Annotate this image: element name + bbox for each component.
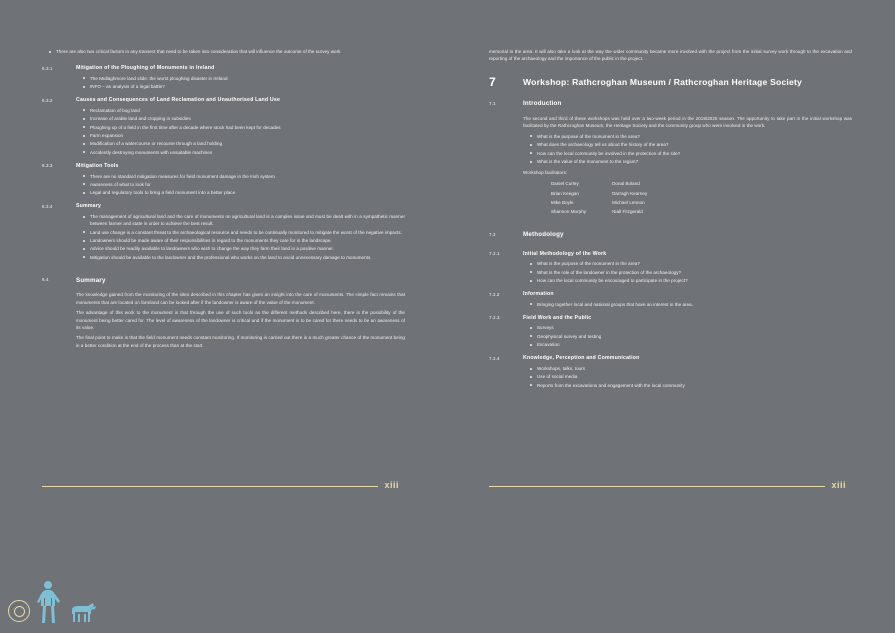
list-item: Surveys: [537, 324, 852, 331]
table-cell: Niall Fitzgerald: [612, 208, 643, 214]
section-6-3-4: [42, 202, 405, 264]
section-7-2-3: [489, 314, 852, 353]
section-number: 6.3.4: [42, 203, 53, 209]
table-cell: Darragh Kearney: [612, 190, 648, 196]
paragraph: The knowledge gained from the monitoring of the sites described in this chapter has given an insight into the care of monuments. The simple fact remains that monuments that are located on farmland can be looked after if the landowner is aware of the value of the monument.: [76, 292, 405, 305]
table-cell: Brian Keegan: [551, 190, 579, 196]
list-item: How can the local community be involved in the protection of the site?: [537, 150, 852, 157]
section-number: 7.2.4: [489, 355, 500, 361]
section-bullets: [523, 260, 852, 284]
right-page: [447, 0, 894, 570]
list-item: There are also two critical factors in any transect that need to be taken into consideration that will influence the outcome of the survey work.: [56, 48, 405, 55]
paragraph: The advantage of this work to the monument is that through the use of such tools as the different methods described here, there is the possibility of the monument being better cared for. The level of awareness of the landowner is critical and if the monument is to be cared for there needs to be an awareness of its value.: [76, 310, 405, 330]
section-bullets: [76, 107, 405, 156]
section-heading: Initial Methodology of the Work: [523, 250, 607, 257]
page-number: xiii: [378, 480, 405, 490]
publisher-logo: [8, 578, 128, 626]
section-bullets: [523, 365, 852, 389]
bottom-strip: [0, 570, 895, 633]
section-7-2-2: [489, 290, 852, 312]
section-bullets: [76, 75, 405, 91]
facilitators-table: [551, 180, 673, 217]
section-heading: Knowledge, Perception and Communication: [523, 355, 640, 362]
section-bullets: [523, 133, 852, 165]
dog-icon: [68, 602, 98, 624]
chapter-heading: [489, 76, 852, 88]
table-cell: Mike Boyle: [551, 199, 574, 205]
section-heading: Causes and Consequences of Land Reclamation and Unauthorised Land Use: [76, 97, 281, 104]
list-item: Farm expansion: [90, 132, 405, 139]
section-heading: Summary: [76, 276, 106, 284]
list-item: Awareness of what to look for: [90, 181, 405, 188]
continued-paragraph: memorial in the area. It will also take a look at the way the wider community became more involved with the project from the initial survey work through to the excavation and reporting of the archaeology and the importance of the public in the project.: [489, 49, 852, 62]
footer-rule: [42, 486, 405, 487]
section-7-2-4: [489, 354, 852, 393]
section-bullets: [523, 301, 852, 308]
section-6-4: [42, 276, 405, 352]
section-6-3-3: [42, 162, 405, 201]
list-item: Use of social media: [537, 373, 852, 380]
list-item: What is the purpose of the monument in the area?: [537, 260, 852, 267]
section-number: 7.2.1: [489, 251, 500, 257]
list-item: How can the local community be encouraged to participate in the project?: [537, 277, 852, 284]
table-cell: Donal Boland: [612, 181, 640, 187]
table-row: [551, 208, 673, 217]
section-bullets: [523, 324, 852, 348]
list-item: What is the value of the monument to the region?: [537, 158, 852, 165]
list-item: Geophysical survey and testing: [537, 333, 852, 340]
paragraph: The second and third of these workshops was held over a two-week period in the 2019/2020 season. The opportunity to take part in the initial workshop was facilitated by the Rathcroghan Museum, the Heritage Society and the community group who were involved in the work.: [523, 116, 852, 129]
list-item: Ploughing up of a field in the first time after a decade where stock had been kept for decades: [90, 124, 405, 131]
chapter-title: Workshop: Rathcroghan Museum / Rathcroghan Heritage Society: [523, 77, 803, 88]
table-row: [551, 199, 673, 208]
list-item: Reclamation of bog land: [90, 107, 405, 114]
list-item: Increase of arable land and cropping in subsidies: [90, 115, 405, 122]
left-page: [0, 0, 447, 570]
section-heading: Methodology: [523, 231, 564, 239]
table-cell: Shannon Murphy: [551, 208, 587, 214]
list-item: Landowners should be made aware of their responsibilities in regard to the monuments they care for in the landscape.: [90, 237, 405, 244]
list-item: Accidently destroying monuments with unsuitable machines: [90, 149, 405, 156]
walking-person-icon: [34, 580, 64, 624]
section-heading: Introduction: [523, 100, 562, 108]
facilitators-label: Workshop facilitators:: [523, 170, 568, 176]
left-page-body: [42, 48, 405, 352]
section-number: 6.3.1: [42, 65, 53, 71]
list-item: What is the role of the landowner in the protection of the archaeology?: [537, 269, 852, 276]
section-number: 7.1: [489, 100, 496, 106]
right-page-body: [489, 48, 852, 393]
lead-bullet-list: [42, 48, 405, 55]
section-bullets: [76, 213, 405, 261]
section-6-3-1: [42, 64, 405, 94]
section-6-3-2: [42, 96, 405, 160]
section-number: 7.2.2: [489, 291, 500, 297]
table-cell: Michael Lennon: [612, 199, 645, 205]
footer-rule: [489, 486, 852, 487]
section-7-2: [489, 230, 852, 248]
section-number: 6.4: [42, 277, 49, 283]
list-item: There are no standard mitigation measures for field monument damage in the Irish system: [90, 173, 405, 180]
list-item: Reports from the excavations and engagement with the local community: [537, 382, 852, 389]
right-page-footer: [489, 480, 852, 494]
list-item: Bringing together local and national groups that have an interest in the area.: [537, 301, 852, 308]
list-item: The Mullaghmore land slide: the worst ploughing disaster in Ireland: [90, 75, 405, 82]
table-cell: Daniel Curley: [551, 181, 579, 187]
list-item: What does the archaeology tell us about the history of the area?: [537, 141, 852, 148]
section-heading: Mitigation Tools: [76, 162, 119, 169]
section-7-2-1: [489, 250, 852, 289]
section-number: 7.2.3: [489, 315, 500, 321]
section-heading: Mitigation of the Ploughing of Monuments in Ireland: [76, 65, 215, 72]
section-number: 7.2: [489, 231, 496, 237]
list-item: Workshops, talks, tours: [537, 365, 852, 372]
circle-logo-icon: [8, 600, 30, 622]
list-item: Excavation: [537, 341, 852, 348]
section-number: 6.3.3: [42, 163, 53, 169]
list-item: Legal and regulatory tools to bring a field monument into a better place: [90, 189, 405, 196]
section-number: 6.3.2: [42, 97, 53, 103]
page-number: xiii: [825, 480, 852, 490]
section-bullets: [76, 173, 405, 197]
list-item: Advice should be readily available to landowners who wish to change the way they farm their land in a positive manner.: [90, 245, 405, 252]
list-item: Land use change is a constant threat to the archaeological resource and needs to be continually monitored to mitigate the worst of the negative impacts.: [90, 229, 405, 236]
table-row: [551, 190, 673, 199]
list-item: INFO – an analysis of a legal battle?: [90, 83, 405, 90]
section-heading: Field Work and the Public: [523, 314, 592, 321]
list-item: Mitigation should be available to the landowner and the professional who works on the land to avoid unnecessary damage to monuments.: [90, 254, 405, 261]
table-row: [551, 180, 673, 189]
section-heading: Summary: [76, 203, 102, 210]
list-item: Modification of a watercourse or recourse through a land holding: [90, 140, 405, 147]
list-item: What is the purpose of the monument in the area?: [537, 133, 852, 140]
paragraph: The final point to make is that the field monument needs constant monitoring. If monitoring is carried out there is a much greater chance of the monument being in a better condition at the end of the process than at the start.: [76, 335, 405, 348]
section-heading: Information: [523, 291, 554, 298]
list-item: The management of agricultural land and the care of monuments on agricultural land is a complex issue and must be dealt with in a sympathetic manner between farmer and state in order to achieve the best result.: [90, 214, 405, 227]
left-page-footer: [42, 480, 405, 494]
chapter-number: 7: [489, 75, 496, 90]
section-7-1: [489, 99, 852, 223]
